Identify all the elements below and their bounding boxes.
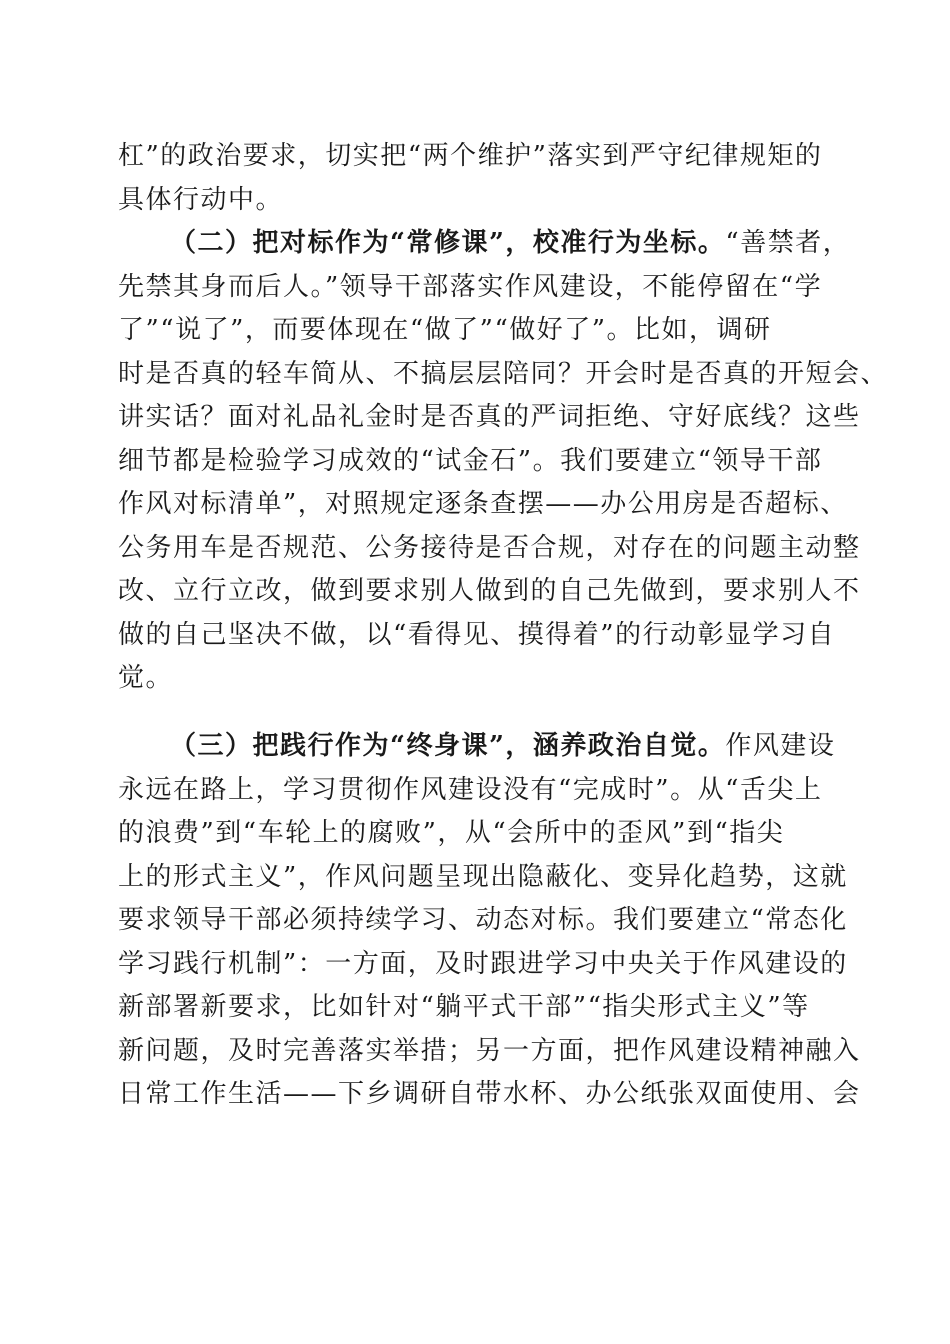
text-line: 新部署新要求，比如针对“躺平式干部”“指尖形式主义”等 [118,992,810,1022]
text-line: 上的形式主义”，作风问题呈现出隐蔽化、变异化趋势，这就 [118,861,848,892]
section-three-paragraph [118,725,861,1117]
section-two-heading: （二）把对标作为“常修课”，校准行为坐标。 [170,228,726,258]
text-line: 杠”的政治要求，切实把“两个维护”落实到严守纪律规矩的 [118,141,823,171]
text-line: 新问题，及时完善落实举措；另一方面，把作风建设精神融入 [118,1035,861,1066]
text-line: 具体行动中。 [118,184,284,215]
text-line: 作风对标清单”，对照规定逐条查摆——办公用房是否超标、 [118,489,848,519]
text-line: 永远在路上，学习贯彻作风建设没有“完成时”。从“舌尖上 [118,774,823,805]
text-line: 觉。 [118,663,174,693]
text-line: 日常工作生活——下乡调研自带水杯、办公纸张双面使用、会 [118,1079,861,1109]
section-two-paragraph [118,222,889,701]
text-line: 要求领导干部必须持续学习、动态对标。我们要建立“常态化 [118,905,848,935]
text-line: 公务用车是否规范、公务接待是否合规，对存在的问题主动整 [118,532,861,563]
text-line: 讲实话？面对礼品礼金时是否真的严词拒绝、守好底线？这些 [118,402,861,432]
text-line: 时是否真的轻车简从、不搞层层陪同？开会时是否真的开短会、 [118,358,889,389]
section-three-heading: （三）把践行作为“终身课”，涵养政治自觉。 [170,731,726,761]
section-two-first-line-rest: “善禁者， [725,228,851,258]
paragraph-continuation [118,135,840,222]
section-three-first-line [118,725,840,769]
text-line: 细节都是检验学习成效的“试金石”。我们要建立“领导干部 [118,445,823,476]
text-line: 了”“说了”，而要体现在“做了”“做好了”。比如，调研 [118,315,772,345]
text-line: 先禁其身而后人。”领导干部落实作风建设，不能停留在“学 [118,271,823,302]
text-line: 学习践行机制”：一方面，及时跟进学习中央关于作风建设的 [118,948,848,979]
text-line: 改、立行立改，做到要求别人做到的自己先做到，要求别人不 [118,576,861,606]
section-three-first-line-rest: 作风建设 [725,731,836,761]
section-two-first-line [118,222,851,266]
text-line: 的浪费”到“车轮上的腐败”，从“会所中的歪风”到“指尖 [118,818,785,848]
text-line: 做的自己坚决不做，以“看得见、摸得着”的行动彰显学习自 [118,619,836,650]
